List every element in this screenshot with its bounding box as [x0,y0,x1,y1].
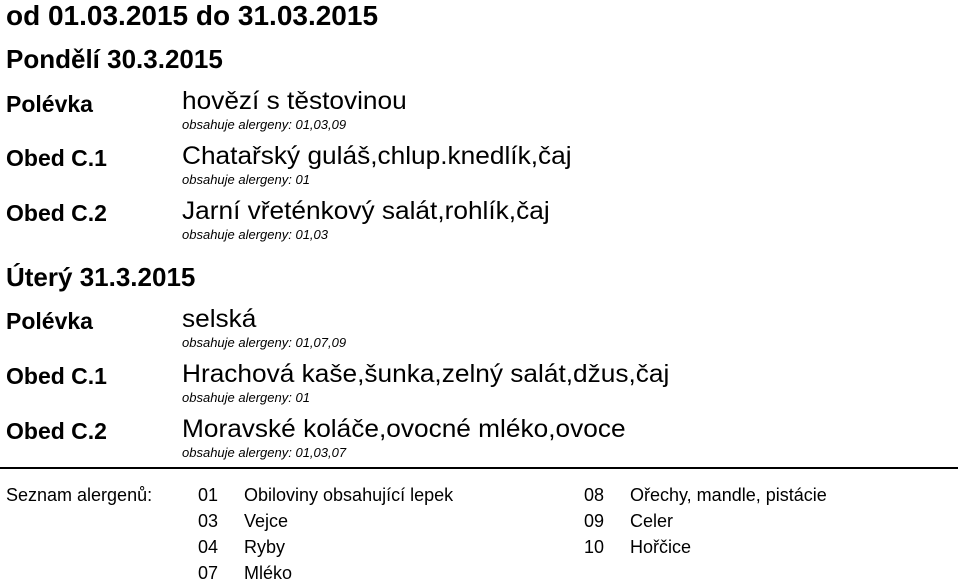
allergen-name: Obiloviny obsahující lepek [244,485,454,505]
allergen-name: Mléko [244,563,293,583]
allergen-code: 10 [584,537,605,557]
allergen-info: obsahuje alergeny: 01,03,07 [182,445,347,460]
allergen-name: Ořechy, mandle, pistácie [630,485,827,505]
allergen-code: 09 [584,511,605,531]
allergen-name: Ryby [244,537,286,557]
allergen-code: 08 [584,485,605,505]
dish-name: Jarní vřeténkový salát,rohlík,čaj [182,197,550,225]
meal-label: Polévka [6,308,93,334]
meal-label: Obed C.2 [6,418,107,444]
allergen-info: obsahuje alergeny: 01,07,09 [182,335,347,350]
allergen-legend-title: Seznam alergenů: [6,485,153,505]
allergen-info: obsahuje alergeny: 01 [182,390,310,405]
dish-name: hovězí s těstovinou [182,87,407,115]
meal-label: Obed C.2 [6,200,107,226]
allergen-name: Celer [630,511,674,531]
day-title: Pondělí 30.3.2015 [6,44,223,74]
dish-name: Chatařský guláš,chlup.knedlík,čaj [182,142,572,170]
day-title: Úterý 31.3.2015 [6,262,196,292]
menu-period: od 01.03.2015 do 31.03.2015 [6,0,379,31]
dish-name: selská [182,305,257,333]
meal-label: Polévka [6,91,93,117]
dish-name: Hrachová kaše,šunka,zelný salát,džus,čaj [182,360,670,388]
allergen-info: obsahuje alergeny: 01,03 [182,227,329,242]
allergen-code: 07 [198,563,219,583]
allergen-info: obsahuje alergeny: 01 [182,172,310,187]
meal-label: Obed C.1 [6,363,107,389]
meal-label: Obed C.1 [6,145,107,171]
allergen-code: 01 [198,485,219,505]
allergen-name: Vejce [244,511,289,531]
allergen-name: Hořčice [630,537,692,557]
dish-name: Moravské koláče,ovocné mléko,ovoce [182,415,626,443]
allergen-code: 03 [198,511,219,531]
allergen-code: 04 [198,537,219,557]
separator-line [0,467,958,469]
allergen-info: obsahuje alergeny: 01,03,09 [182,117,347,132]
